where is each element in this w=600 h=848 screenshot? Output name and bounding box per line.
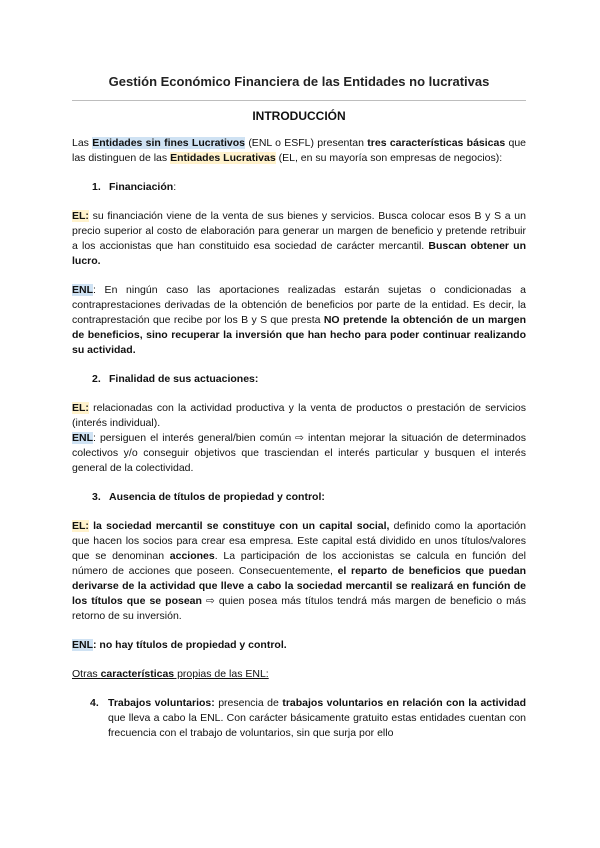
enl-label: ENL bbox=[72, 639, 93, 651]
section-2-el-text: relacionadas con la actividad productiva y la venta de productos o prestación de servicios (interés individual). bbox=[72, 402, 526, 429]
section-1-heading bbox=[92, 180, 526, 195]
enl-colon: : bbox=[93, 284, 96, 296]
section-4-bold-1: Trabajos voluntarios: bbox=[108, 697, 215, 709]
otras-text-2: propias de las ENL: bbox=[174, 668, 269, 680]
section-3-enl-bold: : no hay títulos de propiedad y control. bbox=[93, 639, 287, 651]
otras-text-1: Otras bbox=[72, 668, 101, 680]
intro-text-3: que las distinguen de las bbox=[72, 137, 527, 164]
section-3-el-bold-3: el reparto de beneficios que puedan derivarse de la actividad que lleve a cabo la sociedad mercantil se realizará en función de los títulos que se posean bbox=[72, 565, 526, 607]
section-4-text-2: que lleva a cabo la ENL. Con carácter básicamente gratuito estas entidades cuentan con frecuencia con el trabajo de voluntarios, sin que surja por ello bbox=[108, 712, 526, 739]
section-4-text-1: presencia de bbox=[214, 697, 283, 709]
intro-text-2: (ENL o ESFL) presentan bbox=[245, 137, 368, 149]
enl-label: ENL bbox=[72, 284, 93, 296]
section-2-title: Finalidad de sus actuaciones: bbox=[109, 373, 259, 385]
el-term: Entidades Lucrativas bbox=[170, 152, 276, 164]
el-label: EL: bbox=[72, 402, 89, 414]
enl-term: Entidades sin fines Lucrativos bbox=[92, 137, 246, 149]
section-1-colon: : bbox=[173, 181, 177, 193]
otras-caracteristicas-line bbox=[72, 667, 526, 682]
section-4-bold-2: trabajos voluntarios en relación con la actividad bbox=[282, 697, 526, 709]
section-3-el-text-2: . La participación de los accionistas se calcula en función del número de acciones que poseen. Consecuentemente, bbox=[72, 550, 526, 577]
title-divider bbox=[72, 100, 526, 101]
section-2-enl-text: : persiguen el interés general/bien común ⇨ intentan mejorar la situación de determinados colectivos y/o conseguir objetivos que trasciendan el interés particular y busquen el interés general de la colectividad. bbox=[72, 432, 526, 474]
intro-bold: tres características básicas bbox=[367, 137, 506, 149]
intro-text-1: Las bbox=[72, 137, 93, 149]
document-title: Gestión Económico Financiera de las Entidades no lucrativas bbox=[108, 74, 490, 89]
otras-bold: características bbox=[100, 668, 175, 680]
section-1-enl-paragraph bbox=[72, 283, 526, 358]
intro-heading: INTRODUCCIÓN bbox=[252, 109, 346, 123]
section-3-el-paragraph bbox=[72, 519, 526, 624]
section-2-number: 2. bbox=[92, 373, 101, 385]
section-3-el-text-3: ⇨ quien posea más títulos tendrá más margen de beneficio o más retorno de su inversión. bbox=[72, 595, 526, 622]
section-1-enl-text: En ningún caso las aportaciones realizadas estarán sujetas o condicionadas a contraprestaciones derivadas de la obtención de beneficios por parte de la entidad. Es decir, la contraprestación que recibe por los B y S que presta bbox=[72, 284, 526, 326]
enl-label: ENL bbox=[72, 432, 93, 444]
section-2-enl-paragraph bbox=[72, 431, 526, 476]
section-1-number: 1. bbox=[92, 181, 101, 193]
section-1-el-text: su financiación viene de la venta de sus bienes y servicios. Busca colocar esos B y S a un precio superior al costo de elaboración para generar un margen de beneficio y pretende retribuir a los accionistas que han constituido esa sociedad de carácter mercantil. bbox=[72, 210, 526, 252]
section-3-number: 3. bbox=[92, 491, 101, 503]
section-3-title: Ausencia de títulos de propiedad y control: bbox=[109, 491, 325, 503]
intro-text-4: (EL, en su mayoría son empresas de negocios): bbox=[275, 152, 503, 164]
section-3-el-bold-1: la sociedad mercantil se constituye con un capital social, bbox=[88, 520, 390, 532]
intro-paragraph bbox=[72, 136, 526, 166]
section-4-body bbox=[108, 696, 526, 741]
section-1-title: Financiación bbox=[109, 181, 174, 193]
section-3-heading bbox=[92, 490, 526, 505]
section-1-enl-bold: NO pretende la obtención de un margen de beneficios, sino recuperar la inversión que han hecho para poder continuar realizando su actividad. bbox=[72, 314, 526, 356]
section-2-el-paragraph bbox=[72, 401, 526, 431]
section-1-el-bold: Buscan obtener un lucro. bbox=[72, 240, 526, 267]
section-1-el-paragraph bbox=[72, 209, 526, 269]
section-4-item bbox=[90, 696, 526, 741]
el-label: EL: bbox=[72, 210, 89, 222]
el-label: EL: bbox=[72, 520, 89, 532]
section-3-el-bold-2: acciones bbox=[169, 550, 215, 562]
section-3-el-text-1: definido como la aportación que hacen los socios para crear esa empresa. Este capital está dividido en unos títulos/valores que se denominan bbox=[72, 520, 526, 562]
section-2-heading bbox=[92, 372, 526, 387]
section-3-enl-paragraph bbox=[72, 638, 526, 653]
section-4-number: 4. bbox=[90, 697, 99, 709]
